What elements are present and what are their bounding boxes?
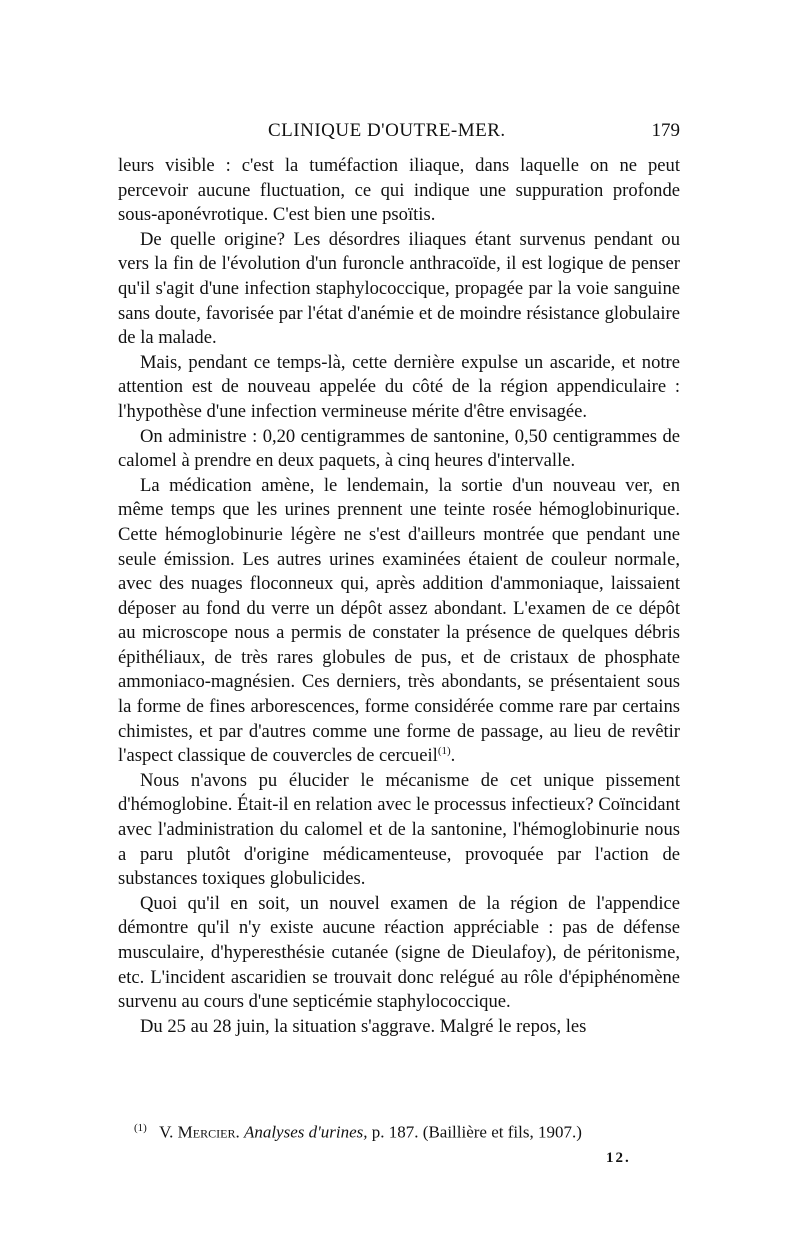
paragraph-5-text: La médication amène, le lendemain, la sortie d'un nouveau ver, en même temps que les urines prennent une teinte rosée hémoglobinurique. Cette hémoglobinurie légère ne s'est d'ailleurs montrée que pendant une seule émission. Les autres urines examinées étaient de couleur normale, avec des nuages floconneux qui, après addition d'ammoniaque, laissaient déposer au fond du verre un dépôt assez abondant. L'examen de ce dépôt au microscope nous a permis de constater la présence de quelques débris épithéliaux, de très rares globules de pus, et de cristaux de phosphate ammoniaco-magnésien. Ces derniers, très abondants, se présentaient sous la forme de fines arborescences, forme considérée comme rare par certains chimistes, et par d'autres comme une forme de passage, au lieu de revêtir l'aspect classique de couvercles de cercueil <box>118 474 680 767</box>
footnote-mark: (1) <box>134 1122 147 1134</box>
footnote-title: Analyses d'urines, <box>243 1122 368 1142</box>
footnote-rest: p. 187. (Baillière et fils, 1907.) <box>371 1122 582 1142</box>
footnote-reference[interactable]: (1) <box>437 745 451 758</box>
paragraph-5 <box>118 474 680 769</box>
paragraph-6: Nous n'avons pu élucider le mécanisme de cet unique pissement d'hémoglobine. Était-il en relation avec le processus infectieux? Coïncidant avec l'administration du calomel et de la santonine, l'hémoglobinurie nous a paru plutôt d'origine médicamenteuse, provoquée par l'action de substances toxiques globulicides. <box>118 769 680 890</box>
paragraph-1: leurs visible : c'est la tuméfaction iliaque, dans laquelle on ne peut percevoir aucune fluctuation, ce qui indique une suppuration profonde sous-aponévrotique. C'est bien une psoïtis. <box>118 155 680 226</box>
paragraph-3: Mais, pendant ce temps-là, cette dernière expulse un ascaride, et notre attention est de nouveau appelée du côté de la région appendiculaire : l'hypothèse d'une infection vermineuse mérite d'être envisagée. <box>118 351 680 422</box>
body-text <box>118 154 680 1039</box>
paragraph-5-end: . <box>450 745 456 767</box>
paragraph-2: De quelle origine? Les désordres iliaques étant survenus pendant ou vers la fin de l'évolution d'un furoncle anthracoïde, il est logique de penser qu'il s'agit d'une infection staphylococcique, propagée par la voie sanguine sans doute, favorisée par l'état d'anémie et de moindre résistance globulaire de la malade. <box>118 228 680 349</box>
footnote <box>134 1117 694 1144</box>
paragraph-4: On administre : 0,20 centigrammes de santonine, 0,50 centigrammes de calomel à prendre en deux paquets, à cinq heures d'intervalle. <box>118 425 680 472</box>
page-header <box>118 120 680 150</box>
running-head: CLINIQUE D'OUTRE-MER. <box>268 120 506 141</box>
paragraph-7: Quoi qu'il en soit, un nouvel examen de la région de l'appendice démontre qu'il n'y existe aucune réaction appréciable : pas de défense musculaire, d'hyperesthésie cutanée (signe de Dieulafoy), de péritonisme, etc. L'incident ascaridien se trouvait donc relégué au rôle d'épiphénomène survenu au cours d'une septicémie staphylococcique. <box>118 892 680 1013</box>
footnote-author: V. Mercier. <box>159 1122 240 1142</box>
paragraph-8: Du 25 au 28 juin, la situation s'aggrave. Malgré le repos, les <box>140 1015 587 1037</box>
signature-mark: 12. <box>606 1150 631 1166</box>
page-number: 179 <box>651 120 680 141</box>
